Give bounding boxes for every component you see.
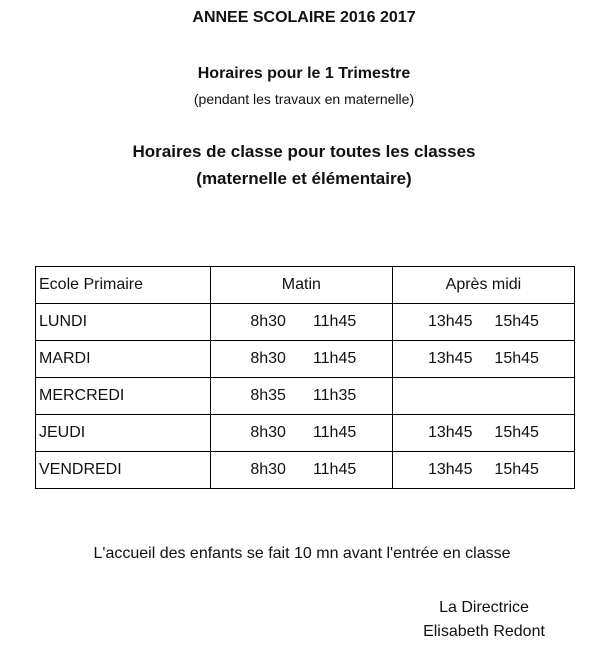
aprem-end: 15h45 (494, 313, 539, 330)
matin-cell (210, 341, 392, 378)
matin-start: 8h30 (250, 313, 286, 330)
matin-start: 8h30 (250, 424, 286, 441)
document-title: ANNEE SCOLAIRE 2016 2017 (192, 9, 416, 26)
aprem-end: 15h45 (494, 461, 539, 478)
table-row (36, 415, 575, 452)
aprem-start: 13h45 (427, 350, 473, 367)
schedule-table (35, 266, 575, 489)
day-cell: MARDI (36, 341, 211, 378)
matin-end: 11h45 (312, 313, 357, 330)
accueil-note: L'accueil des enfants se fait 10 mn avant l'entrée en classe (93, 545, 511, 562)
matin-end: 11h45 (312, 350, 357, 367)
day-cell: LUNDI (36, 304, 211, 341)
day-cell: VENDREDI (36, 452, 211, 489)
matin-end: 11h45 (312, 424, 357, 441)
matin-cell (210, 304, 392, 341)
aprem-cell (392, 452, 574, 489)
aprem-start: 13h45 (427, 461, 473, 478)
trimestre-heading: Horaires pour le 1 Trimestre (197, 65, 411, 82)
header-matin: Matin (210, 267, 392, 304)
aprem-start: 13h45 (427, 424, 473, 441)
day-cell: JEUDI (36, 415, 211, 452)
signature-title: La Directrice (439, 599, 529, 616)
matin-start: 8h35 (250, 387, 286, 404)
aprem-end: 15h45 (494, 424, 539, 441)
matin-start: 8h30 (250, 350, 286, 367)
matin-end: 11h45 (312, 461, 357, 478)
day-cell: MERCREDI (36, 378, 211, 415)
matin-end: 11h35 (312, 387, 357, 404)
table-row (36, 378, 575, 415)
matin-cell (210, 415, 392, 452)
aprem-start: 13h45 (427, 313, 473, 330)
aprem-cell (392, 304, 574, 341)
aprem-cell (392, 415, 574, 452)
trimestre-note: (pendant les travaux en maternelle) (193, 91, 415, 107)
aprem-cell-empty (392, 378, 574, 415)
table-row (36, 304, 575, 341)
aprem-cell (392, 341, 574, 378)
signature-name: Elisabeth Redont (423, 623, 545, 640)
aprem-end: 15h45 (494, 350, 539, 367)
matin-cell (210, 452, 392, 489)
classes-heading: Horaires de classe pour toutes les classes (132, 142, 476, 161)
table-header-row (36, 267, 575, 304)
header-apres-midi: Après midi (392, 267, 574, 304)
classes-subheading: (maternelle et élémentaire) (196, 169, 412, 188)
table-row (36, 341, 575, 378)
header-ecole-primaire: Ecole Primaire (36, 267, 211, 304)
matin-cell (210, 378, 392, 415)
table-row (36, 452, 575, 489)
matin-start: 8h30 (250, 461, 286, 478)
